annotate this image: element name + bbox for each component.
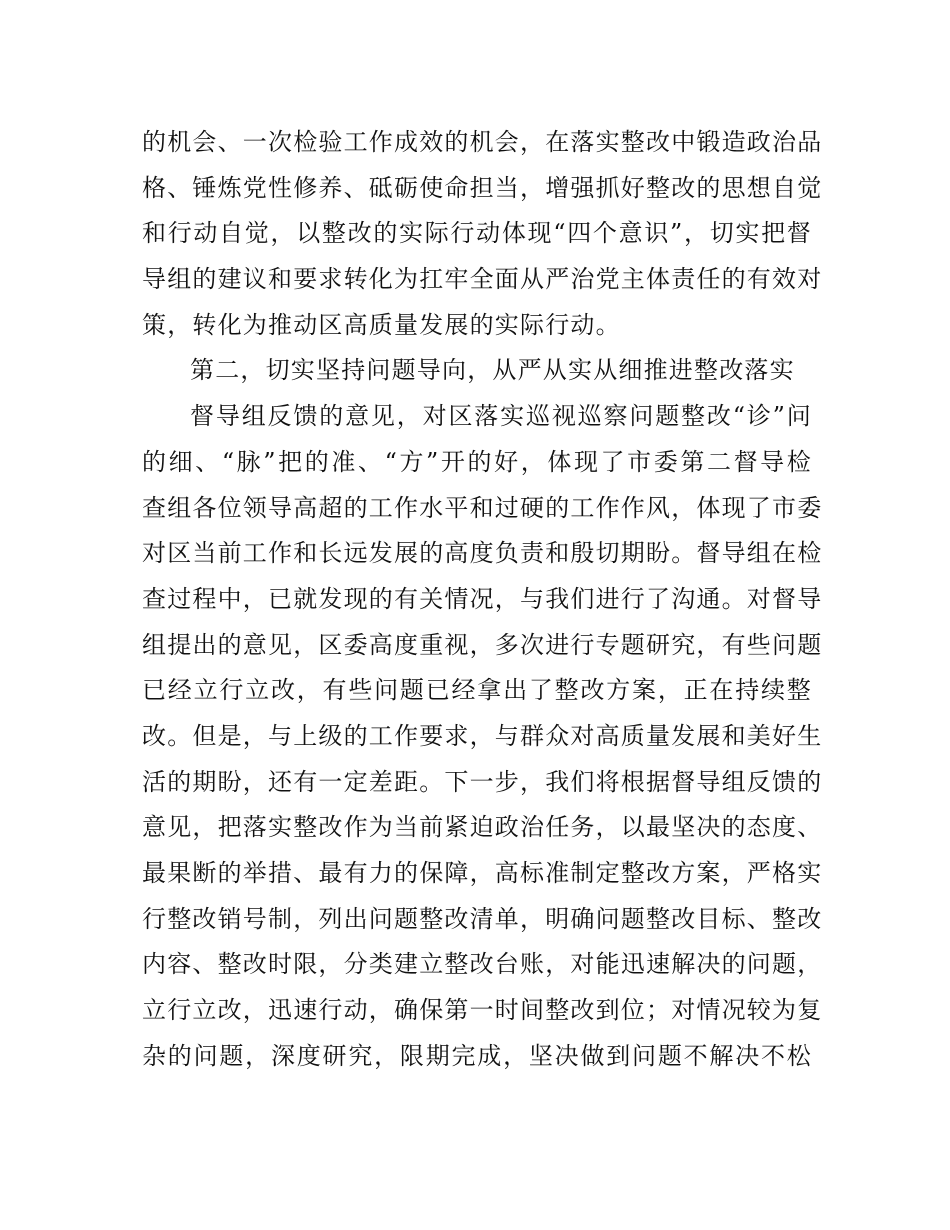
text-line: 查组各位领导高超的工作水平和过硬的工作作风，体现了市委 [142,493,823,522]
text-line: 活的期盼，还有一定差距。下一步，我们将根据督导组反馈的 [142,767,823,796]
text-line: 组提出的意见，区委高度重视，多次进行专题研究，有些问题 [142,630,823,659]
document-body [142,120,823,1079]
text-line: 杂的问题，深度研究，限期完成，坚决做到问题不解决不松 [142,1041,812,1070]
text-line: 改。但是，与上级的工作要求，与群众对高质量发展和美好生 [142,721,823,750]
text-line: 最果断的举措、最有力的保障，高标准制定整改方案，严格实 [142,859,823,887]
text-line: 的细、“脉”把的准、“方”开的好，体现了市委第二督导检 [142,447,812,476]
section-heading: 第二，切实坚持问题导向，从严从实从细推进整改落实 [190,356,795,385]
paragraph-first-line: 督导组反馈的意见，对区落实巡视巡察问题整改“诊”问 [190,402,812,431]
text-line: 立行立改，迅速行动，确保第一时间整改到位；对情况较为复 [142,996,823,1025]
text-line: 格、锤炼党性修养、砥砺使命担当，增强抓好整改的思想自觉 [142,173,823,202]
text-line: 导组的建议和要求转化为扛牢全面从严治党主体责任的有效对 [142,265,823,294]
text-line: 已经立行立改，有些问题已经拿出了整改方案，正在持续整 [142,676,812,705]
text-line: 和行动自觉，以整改的实际行动体现“四个意识”，切实把督 [142,219,812,248]
text-line: 行整改销号制，列出问题整改清单，明确问题整改目标、整改 [142,904,823,933]
text-line: 对区当前工作和长远发展的高度负责和殷切期盼。督导组在检 [142,539,823,568]
text-line: 内容、整改时限，分类建立整改台账，对能迅速解决的问题， [142,950,823,979]
text-line: 意见，把落实整改作为当前紧迫政治任务，以最坚决的态度、 [142,813,823,842]
text-line: 的机会、一次检验工作成效的机会，在落实整改中锻造政治品 [142,128,823,156]
text-line: 查过程中，已就发现的有关情况，与我们进行了沟通。对督导 [142,584,823,613]
text-line: 策，转化为推动区高质量发展的实际行动。 [142,310,621,339]
